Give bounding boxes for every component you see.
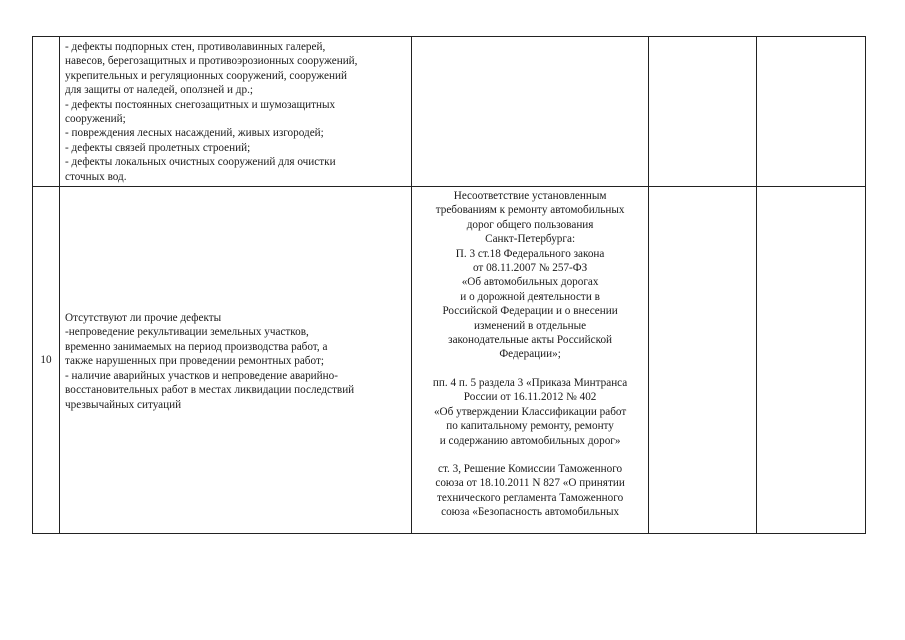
norm-cell — [412, 187, 648, 534]
requirement-line: чрезвычайных ситуаций — [65, 398, 182, 411]
answer-cell-b — [756, 37, 865, 187]
norm-line: России от 16.11.2012 № 402 — [463, 391, 597, 404]
requirement-text — [60, 37, 411, 184]
answer-cell-b — [756, 187, 865, 534]
norm-line: Санкт-Петербурга: — [485, 233, 576, 246]
requirement-line: временно занимаемых на период производства работ, а — [65, 340, 328, 353]
requirement-text — [60, 308, 411, 412]
row-number: 10 — [40, 353, 52, 366]
checklist-table — [32, 36, 866, 534]
norm-line: от 08.11.2007 № 257-ФЗ — [472, 262, 588, 275]
norm-line: законодательные акты Российской — [448, 334, 613, 347]
requirement-cell — [60, 37, 412, 187]
norm-line: «Об утверждении Классификации работ — [433, 405, 627, 418]
norm-line: технического регламента Таможенного — [437, 491, 624, 504]
norm-line: П. 3 ст.18 Федерального закона — [455, 247, 605, 260]
norm-line: Несоответствие установленным — [453, 190, 607, 202]
norm-line: дорог общего пользования — [466, 218, 594, 231]
requirement-line: - дефекты локальных очистных сооружений для очистки — [65, 156, 336, 169]
requirement-line: -непроведение рекультивации земельных участков, — [65, 326, 309, 339]
requirement-line: - повреждения лесных насаждений, живых изгородей; — [65, 127, 324, 140]
requirement-line: также нарушенных при проведении ремонтных работ; — [65, 355, 324, 368]
requirement-line: восстановительных работ в местах ликвидации последствий — [65, 384, 355, 397]
requirement-line: сточных вод. — [65, 170, 127, 183]
requirement-line: для защиты от наледей, оползней и др.; — [65, 84, 254, 97]
norm-block-order — [416, 376, 643, 448]
norm-line: и о дорожной деятельности в — [460, 290, 600, 303]
requirement-line: сооружений; — [65, 113, 126, 126]
norm-line: союза от 18.10.2011 N 827 «О принятии — [435, 477, 625, 490]
requirement-cell — [60, 187, 412, 534]
table-row — [33, 187, 866, 534]
requirement-line: - дефекты связей пролетных строений; — [65, 141, 251, 154]
norm-line: Российской Федерации и о внесении — [442, 305, 618, 318]
table-row — [33, 37, 866, 187]
norm-text — [412, 187, 647, 520]
answer-cell-a — [648, 187, 756, 534]
requirement-line: навесов, берегозащитных и противоэрозионных сооружений, — [65, 55, 358, 68]
norm-line: по капитальному ремонту, ремонту — [446, 420, 614, 433]
requirement-line: - дефекты подпорных стен, противолавинных галерей, — [65, 41, 326, 53]
answer-cell-a — [648, 37, 756, 187]
row-number-cell — [33, 37, 60, 187]
norm-block-decision — [416, 462, 643, 520]
norm-line: пп. 4 п. 5 раздела 3 «Приказа Минтранса — [432, 376, 628, 389]
norm-line: ст. 3, Решение Комиссии Таможенного — [438, 462, 623, 475]
norm-line: и содержанию автомобильных дорог» — [439, 434, 621, 447]
requirement-line: - дефекты постоянных снегозащитных и шумозащитных — [65, 98, 336, 111]
norm-line: союза «Безопасность автомобильных — [441, 506, 620, 519]
norm-line: Федерации»; — [499, 348, 561, 361]
norm-cell — [412, 37, 648, 187]
requirement-line: - наличие аварийных участков и непроведение аварийно- — [65, 369, 338, 382]
requirement-line: Отсутствуют ли прочие дефекты — [65, 312, 222, 325]
norm-line: изменений в отдельные — [474, 319, 587, 332]
row-number-cell — [33, 187, 60, 534]
requirement-line: укрепительных и регуляционных сооружений, сооружений — [65, 69, 347, 82]
norm-line: «Об автомобильных дорогах — [461, 276, 599, 289]
norm-block-law — [416, 189, 643, 362]
norm-line: требованиям к ремонту автомобильных — [435, 204, 625, 217]
